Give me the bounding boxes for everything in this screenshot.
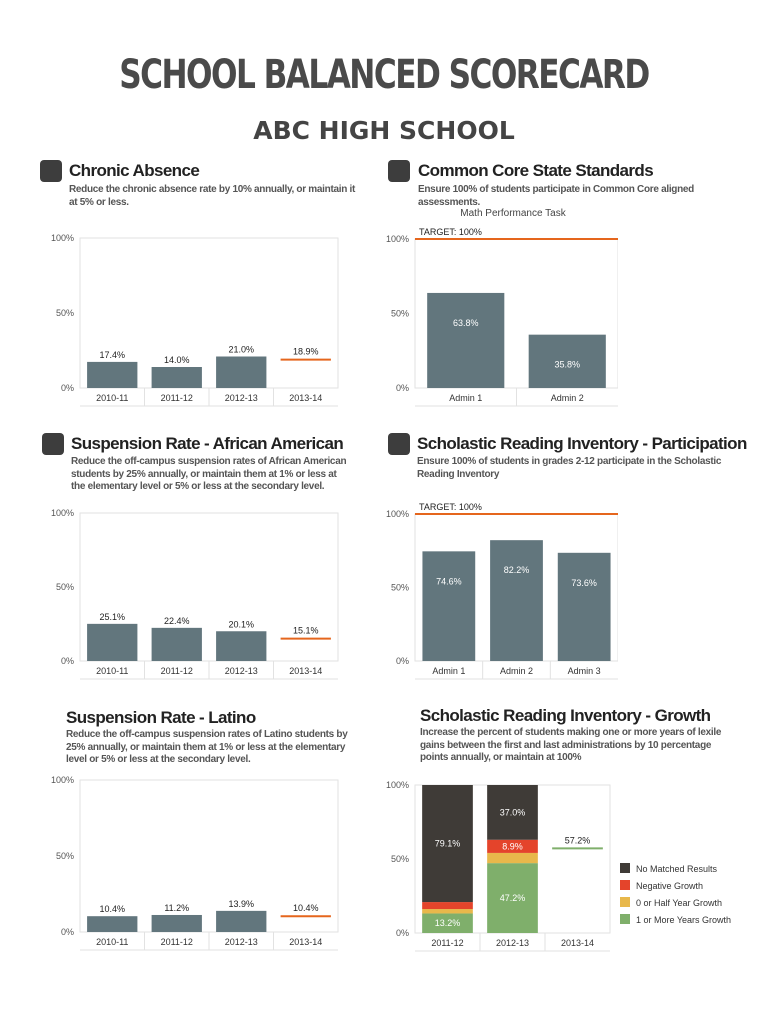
bar-value-label: 20.1% — [228, 619, 255, 630]
legend-label: No Matched Results — [636, 864, 718, 874]
panel-title: Scholastic Reading Inventory - Participation — [417, 434, 747, 453]
bar-value-label: 17.4% — [99, 349, 126, 360]
y-tick-label: 100% — [50, 775, 74, 785]
y-tick-label: 0% — [60, 383, 74, 393]
target-marker-label: 10.4% — [292, 903, 319, 914]
chart-sri-growth — [370, 775, 750, 955]
x-tick-label: 2011-12 — [160, 393, 193, 403]
bar-value-label: 35.8% — [554, 359, 581, 370]
segment-label: 8.9% — [502, 841, 523, 852]
panel-description: Reduce the chronic absence rate by 10% annually, or maintain it at 5% or less. — [69, 184, 356, 208]
chart-common-core — [383, 225, 618, 410]
x-tick-label: Admin 1 — [449, 393, 483, 403]
y-tick-label: 0% — [60, 927, 74, 937]
bar — [152, 367, 202, 388]
x-tick-label: 2010-11 — [96, 937, 129, 947]
segment-label: 47.2% — [499, 893, 526, 904]
panel-description: Increase the percent of students making one or more years of lexile gains between the first and last administrations by 10 percentage points annually, or maintain at 100% — [420, 727, 722, 763]
x-tick-label: 2013-14 — [289, 393, 323, 403]
page-title: SCHOOL BALANCED SCORECARD — [119, 52, 649, 98]
bar-value-label: 82.2% — [503, 565, 530, 576]
x-tick-label: Admin 2 — [499, 666, 534, 676]
segment-label: 79.1% — [434, 838, 461, 849]
x-tick-label: 2012-13 — [495, 938, 530, 948]
y-tick-label: 50% — [390, 582, 409, 593]
bar — [152, 915, 202, 932]
panel-description: Ensure 100% of students participate in Common Core aligned assessments. — [418, 184, 694, 208]
x-tick-label: 2012-13 — [224, 937, 258, 947]
bar-value-label: 73.6% — [571, 577, 597, 588]
segment-label: 13.2% — [434, 918, 461, 929]
y-tick-label: 100% — [385, 509, 409, 519]
bar-value-label: 14.0% — [163, 355, 190, 365]
y-tick-label: 100% — [50, 508, 74, 518]
panel-description: Reduce the off-campus suspension rates of Latino students by 25% annually, or maintain them at 1% or less at the elementary level or 5% or less at the secondary level. — [66, 729, 348, 765]
legend-swatch — [620, 880, 630, 890]
y-tick-label: 0% — [60, 656, 74, 666]
y-tick-label: 50% — [390, 308, 409, 319]
stacked-bar-segment — [422, 909, 473, 913]
y-tick-label: 0% — [395, 656, 409, 666]
panel-title: Suspension Rate - African American — [71, 434, 344, 453]
bar — [216, 357, 266, 389]
panel-square-icon — [42, 433, 64, 455]
stacked-bar-segment — [422, 902, 473, 909]
x-tick-label: 2013-14 — [289, 937, 323, 947]
bar-value-label: 21.0% — [228, 344, 255, 355]
chart-chronic-absence — [35, 230, 340, 410]
x-tick-label: 2011-12 — [160, 666, 193, 676]
target-marker-label: 57.2% — [564, 835, 591, 846]
segment-label: 37.0% — [499, 807, 526, 818]
bar — [216, 631, 266, 661]
panel-square-icon — [388, 433, 410, 455]
bar — [87, 624, 137, 661]
bar — [87, 916, 137, 932]
legend-swatch — [620, 897, 630, 907]
x-tick-label: 2010-11 — [96, 666, 129, 676]
legend-label: 0 or Half Year Growth — [636, 898, 723, 908]
panel-title: Chronic Absence — [69, 161, 200, 180]
x-tick-label: 2013-14 — [560, 938, 595, 948]
panel-title: Common Core State Standards — [418, 161, 654, 180]
y-tick-label: 100% — [385, 780, 409, 790]
y-tick-label: 50% — [55, 582, 74, 592]
bar — [87, 362, 137, 388]
x-tick-label: 2012-13 — [224, 666, 258, 676]
bar — [152, 628, 202, 661]
x-tick-label: 2011-12 — [160, 937, 193, 947]
y-tick-label: 100% — [50, 233, 74, 243]
bar — [216, 911, 266, 932]
target-marker-label: 18.9% — [292, 346, 319, 357]
bar — [558, 553, 611, 661]
y-tick-label: 50% — [390, 854, 409, 864]
target-line-label: TARGET: 100% — [419, 227, 482, 237]
panel-square-icon — [40, 160, 62, 182]
stacked-bar-segment — [487, 853, 538, 863]
panel-description: Ensure 100% of students in grades 2-12 participate in the Scholastic Reading Inventory — [417, 456, 722, 480]
target-line-label: TARGET: 100% — [419, 502, 482, 512]
chart-suspension-african-american — [35, 505, 340, 683]
y-tick-label: 50% — [55, 851, 74, 861]
y-tick-label: 0% — [395, 383, 409, 393]
panel-description: Reduce the off-campus suspension rates of African American students by 25% annually, or maintain them at 1% or less at the elementary level or 5% or less at the secondary level. — [71, 456, 347, 492]
x-tick-label: 2012-13 — [224, 393, 258, 403]
bar — [427, 293, 504, 388]
y-tick-label: 0% — [395, 928, 409, 938]
bar — [490, 540, 543, 661]
bar-value-label: 74.6% — [436, 576, 462, 587]
y-tick-label: 100% — [385, 234, 409, 244]
x-tick-label: Admin 3 — [567, 666, 601, 676]
bar-value-label: 25.1% — [99, 611, 126, 622]
legend-swatch — [620, 914, 630, 924]
x-tick-label: Admin 1 — [432, 666, 466, 676]
chart-sri-participation — [383, 500, 618, 683]
x-tick-label: 2011-12 — [431, 938, 464, 948]
legend-swatch — [620, 863, 630, 873]
chart-subtitle: Math Performance Task — [460, 208, 566, 219]
y-tick-label: 50% — [55, 308, 74, 318]
bar-value-label: 11.2% — [164, 902, 190, 913]
school-name: ABC HIGH SCHOOL — [253, 116, 515, 145]
bar-value-label: 10.4% — [99, 904, 126, 915]
bar — [422, 551, 475, 661]
panel-square-icon — [388, 160, 410, 182]
x-tick-label: 2010-11 — [96, 393, 129, 403]
x-tick-label: 2013-14 — [289, 666, 323, 676]
chart-suspension-latino — [35, 772, 340, 954]
bar-value-label: 63.8% — [452, 317, 479, 328]
legend-label: Negative Growth — [636, 881, 704, 891]
target-marker-label: 15.1% — [292, 625, 319, 636]
bar-value-label: 13.9% — [228, 898, 255, 909]
panel-title: Suspension Rate - Latino — [66, 708, 256, 727]
bar-value-label: 22.4% — [163, 615, 190, 626]
legend-label: 1 or More Years Growth — [636, 915, 732, 925]
x-tick-label: Admin 2 — [550, 393, 584, 403]
panel-title: Scholastic Reading Inventory - Growth — [420, 706, 711, 725]
